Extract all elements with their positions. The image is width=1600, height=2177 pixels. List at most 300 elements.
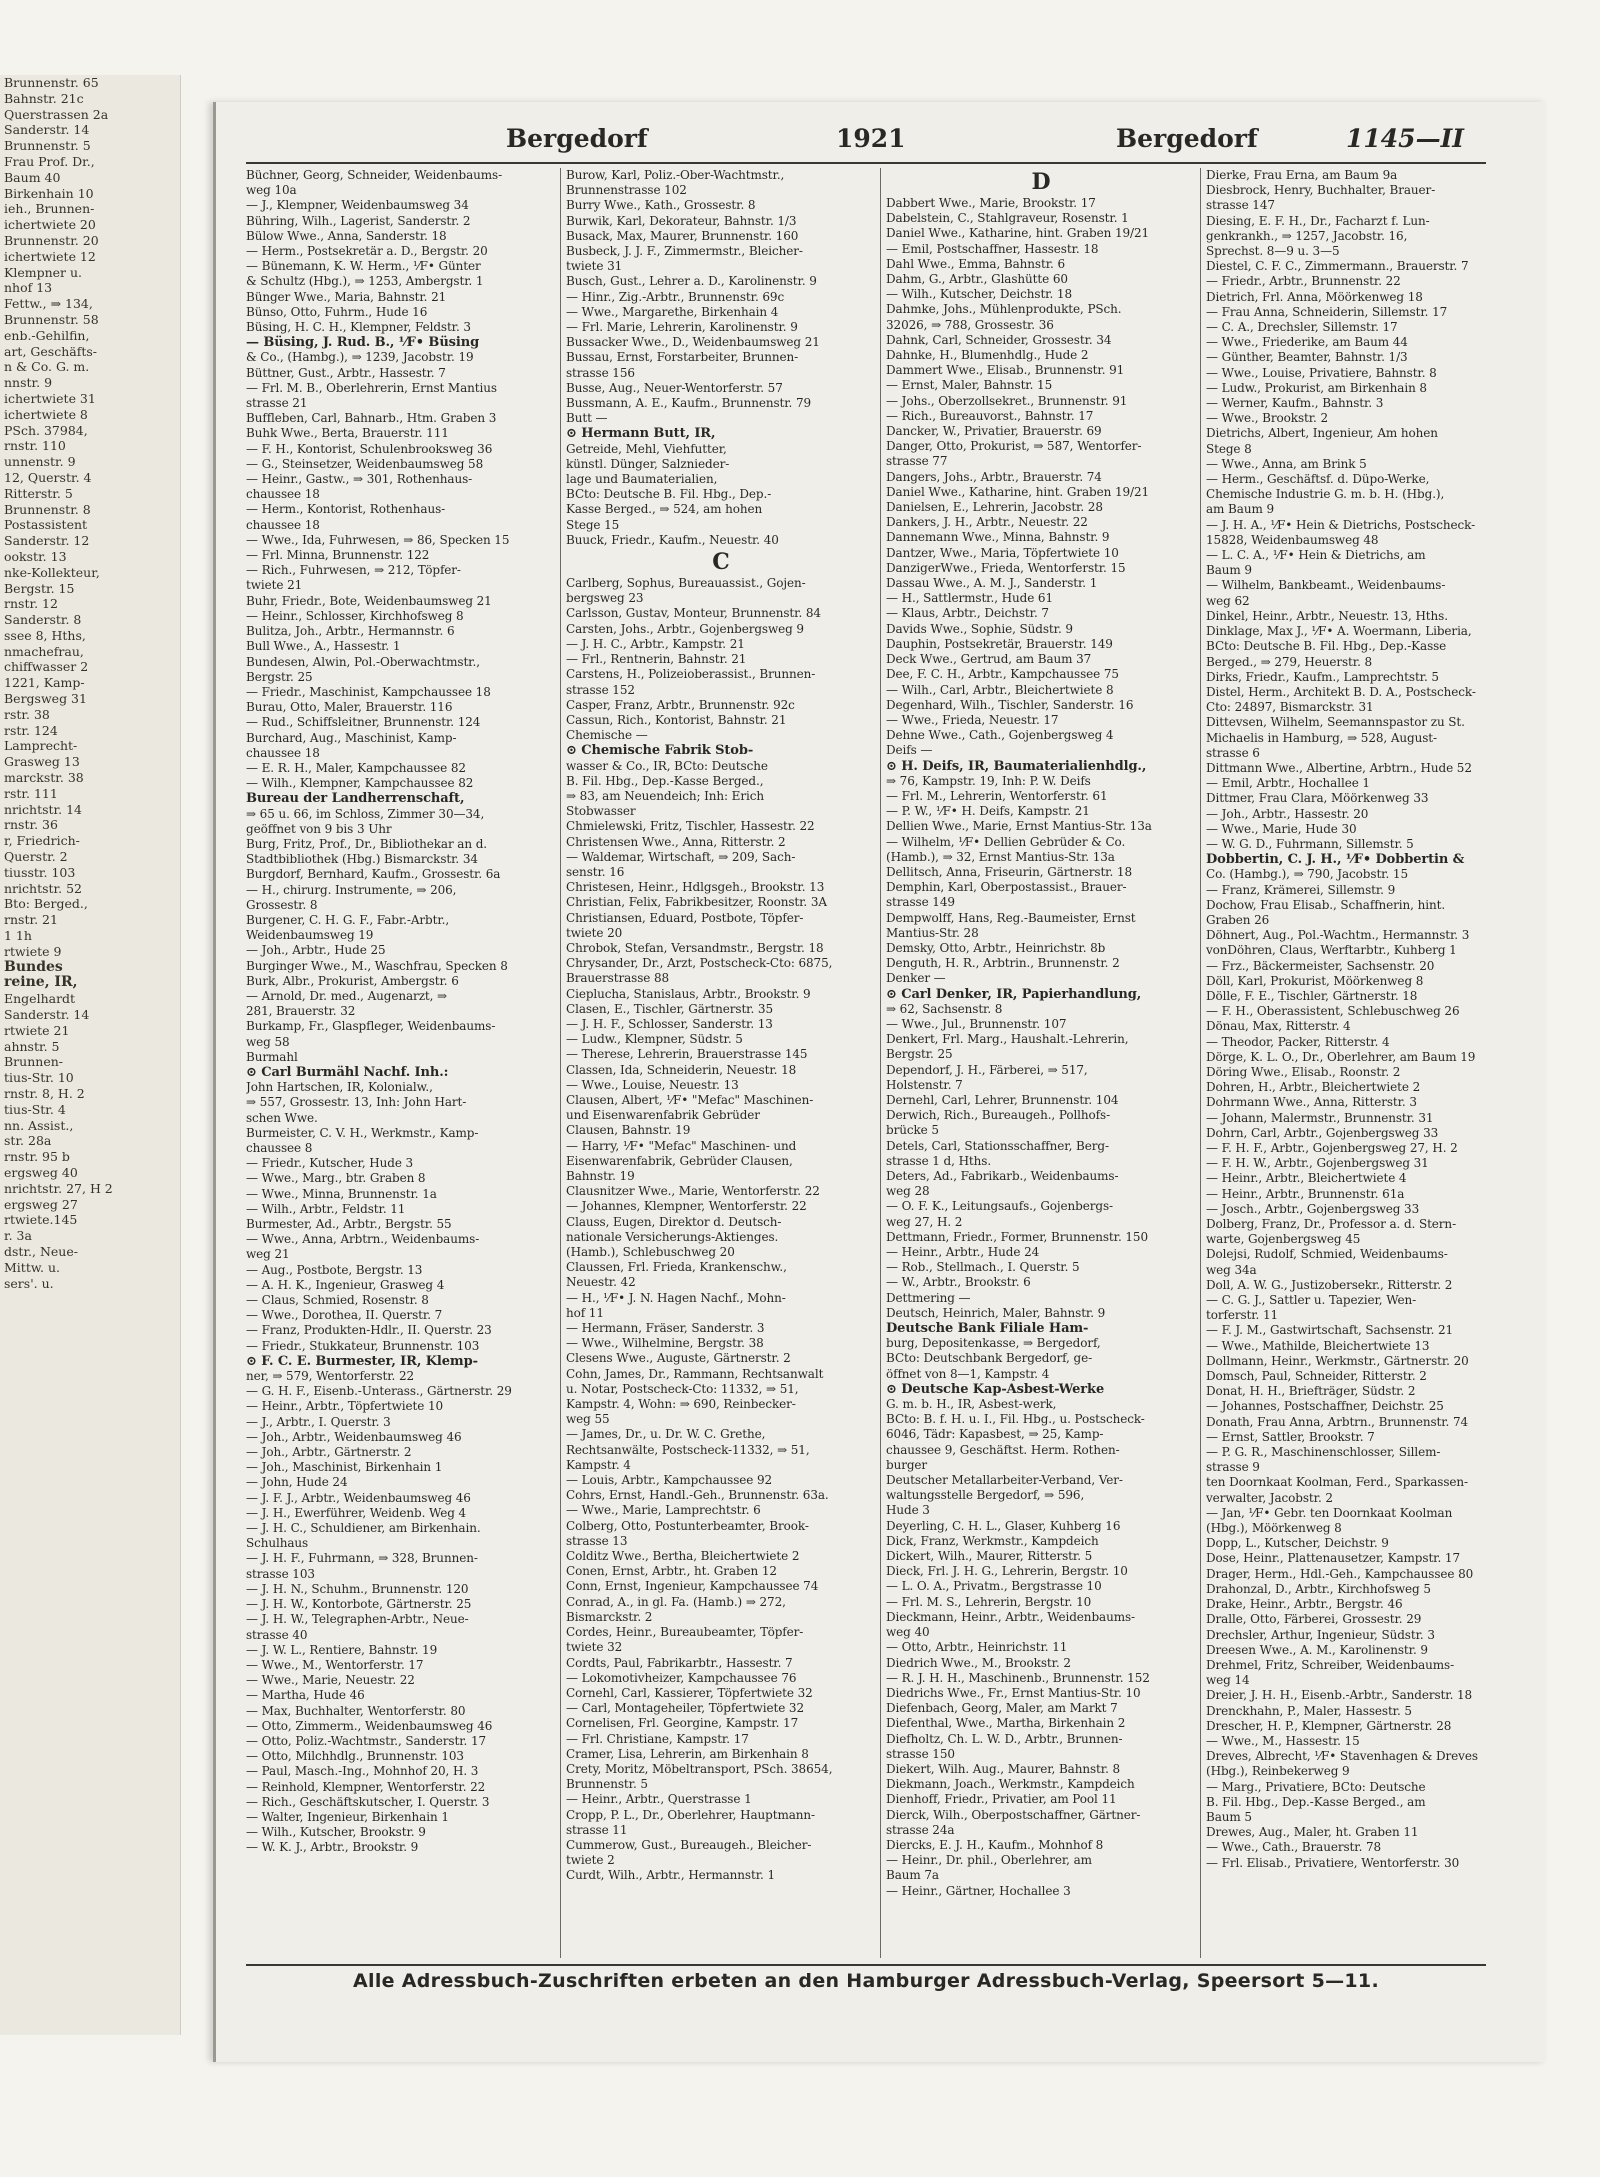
directory-entry: John Hartschen, IR, Kolonialw., <box>246 1080 433 1095</box>
adjacent-page-line: nhof 13 <box>4 280 53 296</box>
directory-entry: — F. H., Kontorist, Schulenbrooksweg 36 <box>246 441 493 456</box>
directory-entry: — Heinr., Arbtr., Querstrasse 1 <box>566 1792 752 1807</box>
directory-entry: — J. H. A., ⅟F• Hein & Dietrichs, Postscheck- <box>1206 517 1476 532</box>
adjacent-page-line: Postassistent <box>4 517 88 533</box>
directory-entry: Dopp, L., Kutscher, Deichstr. 9 <box>1206 1536 1389 1551</box>
directory-entry: Weidenbaumsweg 19 <box>246 928 374 943</box>
directory-entry: Michaelis in Hamburg, ⇒ 528, August- <box>1206 730 1437 745</box>
directory-entry: Christian, Felix, Fabrikbesitzer, Roonstr. 3A <box>566 895 827 910</box>
directory-entry: — Frl. M. B., Oberlehrerin, Ernst Mantius <box>246 380 497 395</box>
directory-entry: weg 28 <box>886 1184 930 1199</box>
directory-entry: — Heinr., Arbtr., Bleichertwiete 4 <box>1206 1171 1407 1186</box>
directory-entry: Dahmke, Johs., Mühlenprodukte, PSch. <box>886 302 1122 317</box>
directory-entry: — Wwe., Cath., Brauerstr. 78 <box>1206 1840 1382 1855</box>
directory-entry: Holstenstr. 7 <box>886 1077 963 1092</box>
directory-entry: Chemische — <box>566 728 648 743</box>
directory-entry: Dankers, J. H., Arbtr., Neuestr. 22 <box>886 515 1088 530</box>
adjacent-page-line: r, Friedrich- <box>4 833 80 849</box>
directory-entry: Burchard, Aug., Maschinist, Kamp- <box>246 730 457 745</box>
directory-entry: Cramer, Lisa, Lehrerin, am Birkenhain 8 <box>566 1746 809 1761</box>
directory-entry: Carlberg, Sophus, Bureauassist., Gojen- <box>566 576 806 591</box>
directory-entry: Burmester, Ad., Arbtr., Bergstr. 55 <box>246 1217 452 1232</box>
directory-entry: — A. H. K., Ingenieur, Grasweg 4 <box>246 1277 445 1292</box>
directory-entry: ⊙ Chemische Fabrik Stob- <box>566 743 754 759</box>
directory-entry: — Wwe., Minna, Brunnenstr. 1a <box>246 1186 437 1201</box>
directory-entry: Christesen, Heinr., Hdlgsgeh., Brookstr. 13 <box>566 880 825 895</box>
directory-entry: Denker — <box>886 971 946 986</box>
header-page-number: 1145—II <box>1346 124 1464 153</box>
directory-entry: Dohren, H., Arbtr., Bleichertwiete 2 <box>1206 1080 1421 1095</box>
directory-entry: Dinklage, Max J., ⅟F• A. Woermann, Liberia, <box>1206 624 1472 639</box>
directory-entry: Diefholtz, Ch. L. W. D., Arbtr., Brunnen- <box>886 1731 1123 1746</box>
directory-entry: Diesing, E. F. H., Dr., Facharzt f. Lun- <box>1206 213 1430 228</box>
directory-entry: Dabbert Wwe., Marie, Brookstr. 17 <box>886 196 1096 210</box>
directory-entry: Danielsen, E., Lehrerin, Jacobstr. 28 <box>886 500 1103 515</box>
directory-entry: Cordes, Heinr., Bureaubeamter, Töpfer- <box>566 1625 804 1640</box>
directory-entry: — Büsing, J. Rud. B., ⅟F• Büsing <box>246 335 480 351</box>
adjacent-page-line: Klempner u. <box>4 264 83 280</box>
directory-entry: Getreide, Mehl, Viehfutter, <box>566 441 727 456</box>
directory-columns <box>246 168 1486 1958</box>
directory-entry: Dose, Heinr., Plattenausetzer, Kampstr. 17 <box>1206 1551 1460 1566</box>
directory-entry: Dantzer, Wwe., Maria, Töpfertwiete 10 <box>886 545 1119 560</box>
directory-entry: — Rich., Fuhrwesen, ⇒ 212, Töpfer- <box>246 563 461 578</box>
directory-entry: Degenhard, Wilh., Tischler, Sanderstr. 16 <box>886 697 1134 712</box>
directory-entry: Denguth, H. R., Arbtrin., Brunnenstr. 2 <box>886 956 1120 971</box>
directory-entry: — Aug., Postbote, Bergstr. 13 <box>246 1262 423 1277</box>
directory-entry: bergsweg 23 <box>566 591 644 606</box>
directory-entry: Dassau Wwe., A. M. J., Sanderstr. 1 <box>886 576 1098 591</box>
directory-entry: — W. G. D., Fuhrmann, Sillemstr. 5 <box>1206 836 1414 851</box>
directory-entry: Drewes, Aug., Maler, ht. Graben 11 <box>1206 1825 1419 1840</box>
directory-entry: Bünso, Otto, Fuhrm., Hude 16 <box>246 304 428 319</box>
adjacent-page-line: rtwiete 21 <box>4 1022 70 1038</box>
directory-entry: Dobbertin, C. J. H., ⅟F• Dobbertin & <box>1206 852 1465 868</box>
adjacent-page-line: Bundes <box>4 958 63 975</box>
directory-entry: Chemische Industrie G. m. b. H. (Hbg.), <box>1206 487 1445 502</box>
directory-entry: Daniel Wwe., Katharine, hint. Graben 19/21 <box>886 226 1150 241</box>
directory-entry: Dohrmann Wwe., Anna, Ritterstr. 3 <box>1206 1095 1417 1110</box>
directory-entry: — Theodor, Packer, Ritterstr. 4 <box>1206 1034 1390 1049</box>
directory-entry: — Therese, Lehrerin, Brauerstrasse 145 <box>566 1047 808 1062</box>
directory-entry: Döll, Karl, Prokurist, Möörkenweg 8 <box>1206 973 1424 988</box>
directory-entry: — Claus, Schmied, Rosenstr. 8 <box>246 1293 429 1308</box>
directory-entry: Deifs — <box>886 743 933 758</box>
directory-entry: Stege 8 <box>1206 441 1252 456</box>
header-rule <box>246 162 1486 164</box>
directory-entry: Dammert Wwe., Elisab., Brunnenstr. 91 <box>886 363 1125 378</box>
directory-entry: Berged., ⇒ 279, Heuerstr. 8 <box>1206 654 1373 669</box>
directory-entry: strasse 11 <box>566 1822 628 1837</box>
directory-entry: — H., Sattlermstr., Hude 61 <box>886 591 1053 606</box>
directory-entry: Hude 3 <box>886 1503 930 1518</box>
directory-entry: Dick, Franz, Werkmstr., Kampdeich <box>886 1533 1099 1548</box>
adjacent-page-line: str. 28a <box>4 1133 52 1149</box>
directory-entry: — Reinhold, Klempner, Wentorferstr. 22 <box>246 1779 486 1794</box>
adjacent-page-line: dstr., Neue- <box>4 1243 78 1259</box>
directory-entry: Bussmann, A. E., Kaufm., Brunnenstr. 79 <box>566 396 812 411</box>
directory-entry: — Wwe., M., Hassestr. 15 <box>1206 1733 1360 1748</box>
directory-entry: ⇒ 65 u. 66, im Schloss, Zimmer 30—34, <box>246 806 485 821</box>
adjacent-page-line: nrichtstr. 14 <box>4 801 82 817</box>
adjacent-page-line: rnstr. 95 b <box>4 1149 70 1165</box>
directory-entry: (Hbg.), Möörkenweg 8 <box>1206 1521 1342 1536</box>
header-year: 1921 <box>836 124 906 153</box>
directory-entry: — Frz., Bäckermeister, Sachsenstr. 20 <box>1206 958 1435 973</box>
directory-entry: Dreesen Wwe., A. M., Karolinenstr. 9 <box>1206 1642 1428 1657</box>
directory-entry: — Wwe., M., Wentorferstr. 17 <box>246 1657 424 1672</box>
directory-entry: B. Fil. Hbg., Dep.-Kasse Berged., am <box>1206 1794 1426 1809</box>
directory-entry: Drager, Herm., Hdl.-Geh., Kampchaussee 80 <box>1206 1566 1474 1581</box>
directory-entry: Clauss, Eugen, Direktor d. Deutsch- <box>566 1214 782 1229</box>
directory-entry: Burow, Karl, Poliz.-Ober-Wachtmstr., <box>566 168 785 182</box>
directory-entry: torferstr. 11 <box>1206 1308 1279 1323</box>
directory-entry: — Frau Anna, Schneiderin, Sillemstr. 17 <box>1206 304 1448 319</box>
adjacent-page-line: nn. Assist., <box>4 1117 74 1133</box>
adjacent-page-line: chiffwasser 2 <box>4 659 89 675</box>
directory-entry: Schulhaus <box>246 1536 309 1551</box>
adjacent-page-line: n & Co. G. m. <box>4 359 90 375</box>
directory-entry: BCto: Deutsche B. Fil. Hbg., Dep.-Kasse <box>1206 639 1447 654</box>
directory-entry: waltungsstelle Bergedorf, ⇒ 596, <box>886 1488 1085 1503</box>
directory-entry: Cornehl, Carl, Kassierer, Töpfertwiete 32 <box>566 1685 813 1700</box>
directory-entry: Dittmer, Frau Clara, Möörkenweg 33 <box>1206 791 1429 806</box>
directory-entry: — Arnold, Dr. med., Augenarzt, ⇒ <box>246 988 448 1003</box>
directory-entry: — Harry, ⅟F• "Mefac" Maschinen- und <box>566 1138 797 1153</box>
column-separator <box>1200 168 1201 1958</box>
directory-entry: — R. J. H. H., Maschinenb., Brunnenstr. 152 <box>886 1670 1150 1685</box>
directory-entry: öffnet von 8—1, Kampstr. 4 <box>886 1366 1050 1381</box>
directory-entry: Co. (Hambg.), ⇒ 790, Jacobstr. 15 <box>1206 867 1408 882</box>
directory-entry: Burginger Wwe., M., Waschfrau, Specken 8 <box>246 958 508 973</box>
directory-entry: — J., Klempner, Weidenbaumsweg 34 <box>246 198 469 213</box>
directory-entry: — Friedr., Stukkateur, Brunnenstr. 103 <box>246 1338 480 1353</box>
adjacent-page-line: rstr. 111 <box>4 785 58 801</box>
directory-entry: — Frl., Rentnerin, Bahnstr. 21 <box>566 652 747 667</box>
directory-entry: — Wwe., Mathilde, Bleichertwiete 13 <box>1206 1338 1430 1353</box>
directory-entry: Diekert, Wilh. Aug., Maurer, Bahnstr. 8 <box>886 1761 1121 1776</box>
adjacent-page-line: Sanderstr. 8 <box>4 612 82 628</box>
adjacent-page-line: Baum 40 <box>4 169 61 185</box>
directory-entry: — J. H. C., Arbtr., Kampstr. 21 <box>566 636 745 651</box>
directory-entry: — Günther, Beamter, Bahnstr. 1/3 <box>1206 350 1408 365</box>
directory-entry: Bergstr. 25 <box>886 1047 953 1062</box>
directory-entry: Burwik, Karl, Dekorateur, Bahnstr. 1/3 <box>566 213 797 228</box>
directory-entry: — Wwe., Marie, Neuestr. 22 <box>246 1673 415 1688</box>
directory-entry: Baum 9 <box>1206 563 1252 578</box>
letter-heading: D <box>1031 169 1051 195</box>
directory-entry: ⊙ Hermann Butt, IR, <box>566 426 716 442</box>
directory-entry: lage und Baumaterialien, <box>566 472 718 487</box>
directory-entry: — O. F. K., Leitungsaufs., Gojenbergs- <box>886 1199 1114 1214</box>
directory-entry: Christensen Wwe., Anna, Ritterstr. 2 <box>566 834 786 849</box>
directory-entry: — Hermann, Fräser, Sanderstr. 3 <box>566 1321 765 1336</box>
directory-entry: Domsch, Paul, Schneider, Ritterstr. 2 <box>1206 1369 1427 1384</box>
directory-entry: Butt — <box>566 411 608 426</box>
directory-entry: — Frl. Marie, Lehrerin, Karolinenstr. 9 <box>566 320 798 335</box>
directory-entry: Dittevsen, Wilhelm, Seemannspastor zu St. <box>1206 715 1465 730</box>
column-1 <box>246 168 556 1958</box>
directory-entry: — F. H. F., Arbtr., Gojenbergsweg 27, H. 2 <box>1206 1141 1458 1155</box>
directory-entry: twiete 21 <box>246 578 303 593</box>
directory-entry: — Ludw., Prokurist, am Birkenhain 8 <box>1206 380 1427 395</box>
directory-entry: B. Fil. Hbg., Dep.-Kasse Berged., <box>566 773 764 788</box>
adjacent-page-line: tius-Str. 4 <box>4 1101 66 1117</box>
directory-entry: Chmielewski, Fritz, Tischler, Hassestr. 22 <box>566 819 815 834</box>
directory-entry: — J. H. W., Telegraphen-Arbtr., Neue- <box>246 1612 469 1627</box>
directory-entry: — H., chirurg. Instrumente, ⇒ 206, <box>246 882 457 897</box>
directory-entry: wasser & Co., IR, BCto: Deutsche <box>566 758 768 773</box>
directory-entry: — J. H. W., Kontorbote, Gärtnerstr. 25 <box>246 1597 472 1612</box>
directory-entry: — L. C. A., ⅟F• Hein & Dietrichs, am <box>1206 548 1426 563</box>
directory-entry: Dernehl, Carl, Lehrer, Brunnenstr. 104 <box>886 1092 1119 1107</box>
directory-entry: ⇒ 557, Grossestr. 13, Inh: John Hart- <box>246 1095 467 1110</box>
directory-entry: Dahm, G., Arbtr., Glashütte 60 <box>886 272 1068 287</box>
adjacent-page-line: Ritterstr. 5 <box>4 485 73 501</box>
directory-entry: Casper, Franz, Arbtr., Brunnenstr. 92c <box>566 697 795 712</box>
page-header <box>216 120 1481 160</box>
directory-entry: ⇒ 76, Kampstr. 19, Inh: P. W. Deifs <box>886 773 1091 788</box>
directory-entry: — Ernst, Maler, Bahnstr. 15 <box>886 378 1053 393</box>
directory-entry: Burmahl <box>246 1049 298 1064</box>
directory-entry: — Heinr., Arbtr., Töpfertwiete 10 <box>246 1399 444 1414</box>
directory-entry: Bussacker Wwe., D., Weidenbaumsweg 21 <box>566 335 820 350</box>
directory-entry: Deutscher Metallarbeiter-Verband, Ver- <box>886 1473 1123 1488</box>
directory-entry: — W., Arbtr., Brookstr. 6 <box>886 1275 1031 1290</box>
directory-entry: Carsten, Johs., Arbtr., Gojenbergsweg 9 <box>566 621 804 636</box>
directory-entry: Daniel Wwe., Katharine, hint. Graben 19/21 <box>886 484 1150 499</box>
directory-entry: Derwich, Rich., Bureaugeh., Pollhofs- <box>886 1108 1111 1123</box>
directory-entry: Dreier, J. H. H., Eisenb.-Arbtr., Sanderstr. 18 <box>1206 1688 1473 1703</box>
directory-entry: — Friedr., Arbtr., Brunnenstr. 22 <box>1206 274 1401 289</box>
directory-entry: Diestel, C. F. C., Zimmermann., Brauerstr. 7 <box>1206 259 1469 274</box>
directory-entry: — G. H. F., Eisenb.-Unterass., Gärtnerstr. 29 <box>246 1384 512 1399</box>
adjacent-page-line: Brunnenstr. 58 <box>4 311 99 327</box>
adjacent-page-line: ahnstr. 5 <box>4 1038 60 1054</box>
directory-entry: und Eisenwarenfabrik Gebrüder <box>566 1108 760 1123</box>
directory-entry: — James, Dr., u. Dr. W. C. Grethe, <box>566 1427 766 1442</box>
directory-entry: Büchner, Georg, Schneider, Weidenbaums- <box>246 168 503 182</box>
footer-rule <box>246 1964 1486 1966</box>
directory-entry: strasse 1 d, Hths. <box>886 1153 992 1168</box>
adjacent-page-line: Lamprecht- <box>4 738 78 754</box>
directory-entry: — W. K. J., Arbtr., Brookstr. 9 <box>246 1840 419 1855</box>
directory-entry: Cohn, James, Dr., Rammann, Rechtsanwalt <box>566 1366 824 1381</box>
directory-entry: hof 11 <box>566 1305 604 1320</box>
directory-entry: strasse 152 <box>566 682 635 697</box>
directory-entry: Stobwasser <box>566 804 636 819</box>
adjacent-page-line: sers'. u. <box>4 1275 54 1291</box>
header-city-left: Bergedorf <box>506 124 648 153</box>
directory-entry: — Wwe., Wilhelmine, Bergstr. 38 <box>566 1336 764 1351</box>
directory-entry: — Hinr., Zig.-Arbtr., Brunnenstr. 69c <box>566 289 785 304</box>
directory-entry: Burg, Fritz, Prof., Dr., Bibliothekar an d. <box>246 836 488 851</box>
directory-entry: chaussee 18 <box>246 745 320 760</box>
directory-entry: — Johann, Malermstr., Brunnenstr. 31 <box>1206 1110 1434 1125</box>
directory-entry: senstr. 16 <box>566 864 625 879</box>
directory-entry: Diedrichs Wwe., Fr., Ernst Mantius-Str. 10 <box>886 1685 1141 1700</box>
directory-entry: Dolberg, Franz, Dr., Professor a. d. Stern- <box>1206 1217 1457 1232</box>
adjacent-page-line: rstr. 124 <box>4 722 58 738</box>
directory-entry: ⊙ H. Deifs, IR, Baumaterialienhdlg., <box>886 758 1147 774</box>
directory-entry: Dehne Wwe., Cath., Gojenbergsweg 4 <box>886 728 1114 743</box>
directory-entry: — P. W., ⅟F• H. Deifs, Kampstr. 21 <box>886 804 1090 819</box>
column-3 <box>886 168 1196 1958</box>
directory-entry: Deck Wwe., Gertrud, am Baum 37 <box>886 652 1092 667</box>
adjacent-page-line: reine, IR, <box>4 974 78 991</box>
directory-entry: vonDöhren, Claus, Werftarbtr., Kuhberg 1 <box>1206 943 1457 958</box>
adjacent-page-line: art, Geschäfts- <box>4 343 97 359</box>
directory-entry: — Wilhelm, ⅟F• Dellien Gebrüder & Co. <box>886 834 1126 849</box>
directory-entry: — Max, Buchhalter, Wentorferstr. 80 <box>246 1703 466 1718</box>
directory-entry: — Friedr., Kutscher, Hude 3 <box>246 1156 414 1171</box>
directory-entry: Dettmering — <box>886 1290 971 1305</box>
adjacent-page-line: Engelhardt <box>4 991 76 1007</box>
directory-entry: — F. H., Oberassistent, Schlebuschweg 26 <box>1206 1004 1460 1019</box>
directory-entry: Grossestr. 8 <box>246 897 318 912</box>
adjacent-page-line: unnenstr. 9 <box>4 454 76 470</box>
directory-entry: weg 34a <box>1206 1262 1257 1277</box>
adjacent-page-line: Bto: Berged., <box>4 896 88 912</box>
directory-entry: chaussee 18 <box>246 487 320 502</box>
adjacent-page-line: ergsweg 40 <box>4 1164 78 1180</box>
directory-entry: Dollmann, Heinr., Werkmstr., Gärtnerstr. 20 <box>1206 1353 1469 1368</box>
directory-entry: — Heinr., Arbtr., Hude 24 <box>886 1245 1040 1260</box>
directory-entry: Bussau, Ernst, Forstarbeiter, Brunnen- <box>566 350 799 365</box>
adjacent-page-line: ookstr. 13 <box>4 548 67 564</box>
directory-entry: Dannemann Wwe., Minna, Bahnstr. 9 <box>886 530 1110 545</box>
adjacent-page-line: ergsweg 27 <box>4 1196 78 1212</box>
directory-entry: Cornelisen, Frl. Georgine, Kampstr. 17 <box>566 1716 799 1731</box>
directory-entry: — Frl. M. S., Lehrerin, Bergstr. 10 <box>886 1594 1092 1609</box>
directory-entry: Burkamp, Fr., Glaspfleger, Weidenbaums- <box>246 1019 496 1034</box>
directory-entry: — Herm., Kontorist, Rothenhaus- <box>246 502 446 517</box>
directory-entry: Dörge, K. L. O., Dr., Oberlehrer, am Baum 19 <box>1206 1049 1476 1064</box>
adjacent-page-line: Fettw., ⇒ 134, <box>4 296 93 312</box>
directory-entry: weg 62 <box>1206 593 1250 608</box>
directory-entry: Dohrn, Carl, Arbtr., Gojenbergsweg 33 <box>1206 1125 1439 1140</box>
directory-entry: — John, Hude 24 <box>246 1475 348 1490</box>
directory-entry: Deters, Ad., Fabrikarb., Weidenbaums- <box>886 1169 1119 1183</box>
directory-entry: — J. H. F., Schlosser, Sanderstr. 13 <box>566 1016 773 1031</box>
directory-entry: ⊙ Carl Burmähl Nachf. Inh.: <box>246 1064 449 1080</box>
directory-entry: Danger, Otto, Prokurist, ⇒ 587, Wentorfer- <box>886 439 1142 454</box>
adjacent-page-line: nke-Kollekteur, <box>4 564 100 580</box>
directory-entry: chaussee 8 <box>246 1141 313 1155</box>
directory-entry: twiete 32 <box>566 1640 623 1655</box>
directory-entry: Drechsler, Arthur, Ingenieur, Südstr. 3 <box>1206 1627 1435 1642</box>
directory-entry: — F. J. M., Gastwirtschaft, Sachsenstr. 21 <box>1206 1323 1454 1338</box>
directory-entry: warte, Gojenbergsweg 45 <box>1206 1232 1361 1247</box>
directory-entry: Colberg, Otto, Postunterbeamter, Brook- <box>566 1518 809 1533</box>
directory-entry: — C. G. J., Sattler u. Tapezier, Wen- <box>1206 1293 1417 1308</box>
directory-entry: Detels, Carl, Stationsschaffner, Berg- <box>886 1138 1109 1153</box>
adjacent-page-line: Querstr. 2 <box>4 849 68 865</box>
directory-entry: Dahnk, Carl, Schneider, Grossestr. 34 <box>886 332 1112 347</box>
directory-entry: BCto: Deutsche B. Fil. Hbg., Dep.- <box>566 487 772 502</box>
directory-entry: Dittmann Wwe., Albertine, Arbtrn., Hude 52 <box>1206 760 1472 775</box>
directory-entry: — Otto, Arbtr., Heinrichstr. 11 <box>886 1640 1068 1655</box>
directory-entry: Busse, Aug., Neuer-Wentorferstr. 57 <box>566 380 783 395</box>
directory-entry: Dreves, Albrecht, ⅟F• Stavenhagen & Dreves <box>1206 1749 1478 1764</box>
directory-entry: Eisenwarenfabrik, Gebrüder Clausen, <box>566 1153 793 1168</box>
directory-entry: Dölle, F. E., Tischler, Gärtnerstr. 18 <box>1206 988 1418 1003</box>
directory-entry: Colditz Wwe., Bertha, Bleichertwiete 2 <box>566 1549 800 1564</box>
directory-entry: — Wwe., Marie, Lamprechtstr. 6 <box>566 1503 761 1518</box>
directory-entry: — Ludw., Klempner, Südstr. 5 <box>566 1032 743 1047</box>
directory-entry: Bülow Wwe., Anna, Sanderstr. 18 <box>246 228 447 243</box>
directory-entry: Dirks, Friedr., Kaufm., Lamprechtstr. 5 <box>1206 669 1439 684</box>
directory-entry: Dietrichs, Albert, Ingenieur, Am hohen <box>1206 426 1438 441</box>
adjacent-page-line: ichertwiete 12 <box>4 248 96 264</box>
adjacent-page-line: rnstr. 12 <box>4 596 58 612</box>
directory-entry: brücke 5 <box>886 1123 939 1138</box>
directory-entry: Diefenthal, Wwe., Martha, Birkenhain 2 <box>886 1716 1126 1731</box>
directory-entry: Dickert, Wilh., Maurer, Ritterstr. 5 <box>886 1549 1093 1564</box>
directory-entry: — Walter, Ingenieur, Birkenhain 1 <box>246 1809 449 1824</box>
directory-entry: Döring Wwe., Elisab., Roonstr. 2 <box>1206 1064 1401 1079</box>
adjacent-page-line: 1 1h <box>4 928 32 944</box>
directory-entry: — Wwe., Louise, Neuestr. 13 <box>566 1077 739 1092</box>
directory-entry: 15828, Weidenbaumsweg 48 <box>1206 532 1379 547</box>
directory-entry: — Wwe., Dorothea, II. Querstr. 7 <box>246 1308 443 1323</box>
directory-entry: — Herm., Geschäftsf. d. Düpo-Werke, <box>1206 472 1430 487</box>
directory-entry: Cohrs, Ernst, Handl.-Geh., Brunnenstr. 63a. <box>566 1488 829 1503</box>
directory-entry: Burau, Otto, Maler, Brauerstr. 116 <box>246 700 453 715</box>
directory-entry: — Wilh., Klempner, Kampchaussee 82 <box>246 776 474 791</box>
directory-entry: — J. F. J., Arbtr., Weidenbaumsweg 46 <box>246 1490 471 1505</box>
directory-entry: — Klaus, Arbtr., Deichstr. 7 <box>886 606 1049 621</box>
directory-entry: — Franz, Krämerei, Sillemstr. 9 <box>1206 882 1396 897</box>
directory-entry: Dependorf, J. H., Färberei, ⇒ 517, <box>886 1062 1088 1077</box>
directory-entry: — Wwe., Marg., btr. Graben 8 <box>246 1171 426 1186</box>
directory-entry: strasse 156 <box>566 365 635 380</box>
adjacent-page-line: Brunnenstr. 5 <box>4 138 91 154</box>
directory-entry: weg 14 <box>1206 1673 1250 1688</box>
directory-entry: — J. H. C., Schuldiener, am Birkenhain. <box>246 1521 481 1536</box>
directory-entry: Stege 15 <box>566 517 620 532</box>
directory-entry: Burgener, C. H. G. F., Fabr.-Arbtr., <box>246 912 450 927</box>
directory-entry: weg 27, H. 2 <box>886 1214 963 1229</box>
adjacent-page-line: Brunnen- <box>4 1054 63 1070</box>
directory-entry: Bergstr. 25 <box>246 669 313 684</box>
directory-entry: — J., Arbtr., I. Querstr. 3 <box>246 1414 391 1429</box>
directory-entry: Clesens Wwe., Auguste, Gärtnerstr. 2 <box>566 1351 791 1366</box>
directory-entry: Doll, A. W. G., Justizobersekr., Ritterstr. 2 <box>1206 1277 1453 1292</box>
directory-entry: — Frl. Christiane, Kampstr. 17 <box>566 1731 749 1746</box>
adjacent-page-line: rnstr. 36 <box>4 817 58 833</box>
directory-entry: Büttner, Gust., Arbtr., Hassestr. 7 <box>246 365 446 380</box>
directory-entry: Burk, Albr., Prokurist, Ambergstr. 6 <box>246 973 459 988</box>
page-footer: Alle Adressbuch-Zuschriften erbeten an den Hamburger Adressbuch-Verlag, Speersort 5—11. <box>353 1970 1379 1992</box>
directory-entry: BCto: B. f. H. u. I., Fil. Hbg., u. Postscheck- <box>886 1412 1145 1427</box>
directory-entry: Cropp, P. L., Dr., Oberlehrer, Hauptmann- <box>566 1807 816 1822</box>
directory-entry: Cto: 24897, Bismarckstr. 31 <box>1206 700 1374 715</box>
directory-entry: — Heinr., Schlosser, Kirchhofsweg 8 <box>246 608 464 623</box>
directory-entry: Demphin, Karl, Oberpostassist., Brauer- <box>886 880 1127 895</box>
directory-entry: Denkert, Frl. Marg., Haushalt.-Lehrerin, <box>886 1032 1129 1047</box>
directory-entry: Brunnenstr. 5 <box>566 1777 648 1792</box>
directory-entry: chaussee 18 <box>246 517 320 532</box>
directory-entry: Burmeister, C. V. H., Werkmstr., Kamp- <box>246 1125 479 1140</box>
directory-entry: — Wilh., Kutscher, Brookstr. 9 <box>246 1825 426 1840</box>
directory-entry: Classen, Ida, Schneiderin, Neuestr. 18 <box>566 1062 797 1077</box>
directory-entry: — Rud., Schiffsleitner, Brunnenstr. 124 <box>246 715 481 730</box>
directory-entry: twiete 2 <box>566 1853 615 1868</box>
directory-entry: Diedrich Wwe., M., Brookstr. 2 <box>886 1655 1071 1670</box>
directory-entry: Dangers, Johs., Arbtr., Brauerstr. 74 <box>886 469 1102 484</box>
directory-entry: Bismarckstr. 2 <box>566 1609 653 1624</box>
